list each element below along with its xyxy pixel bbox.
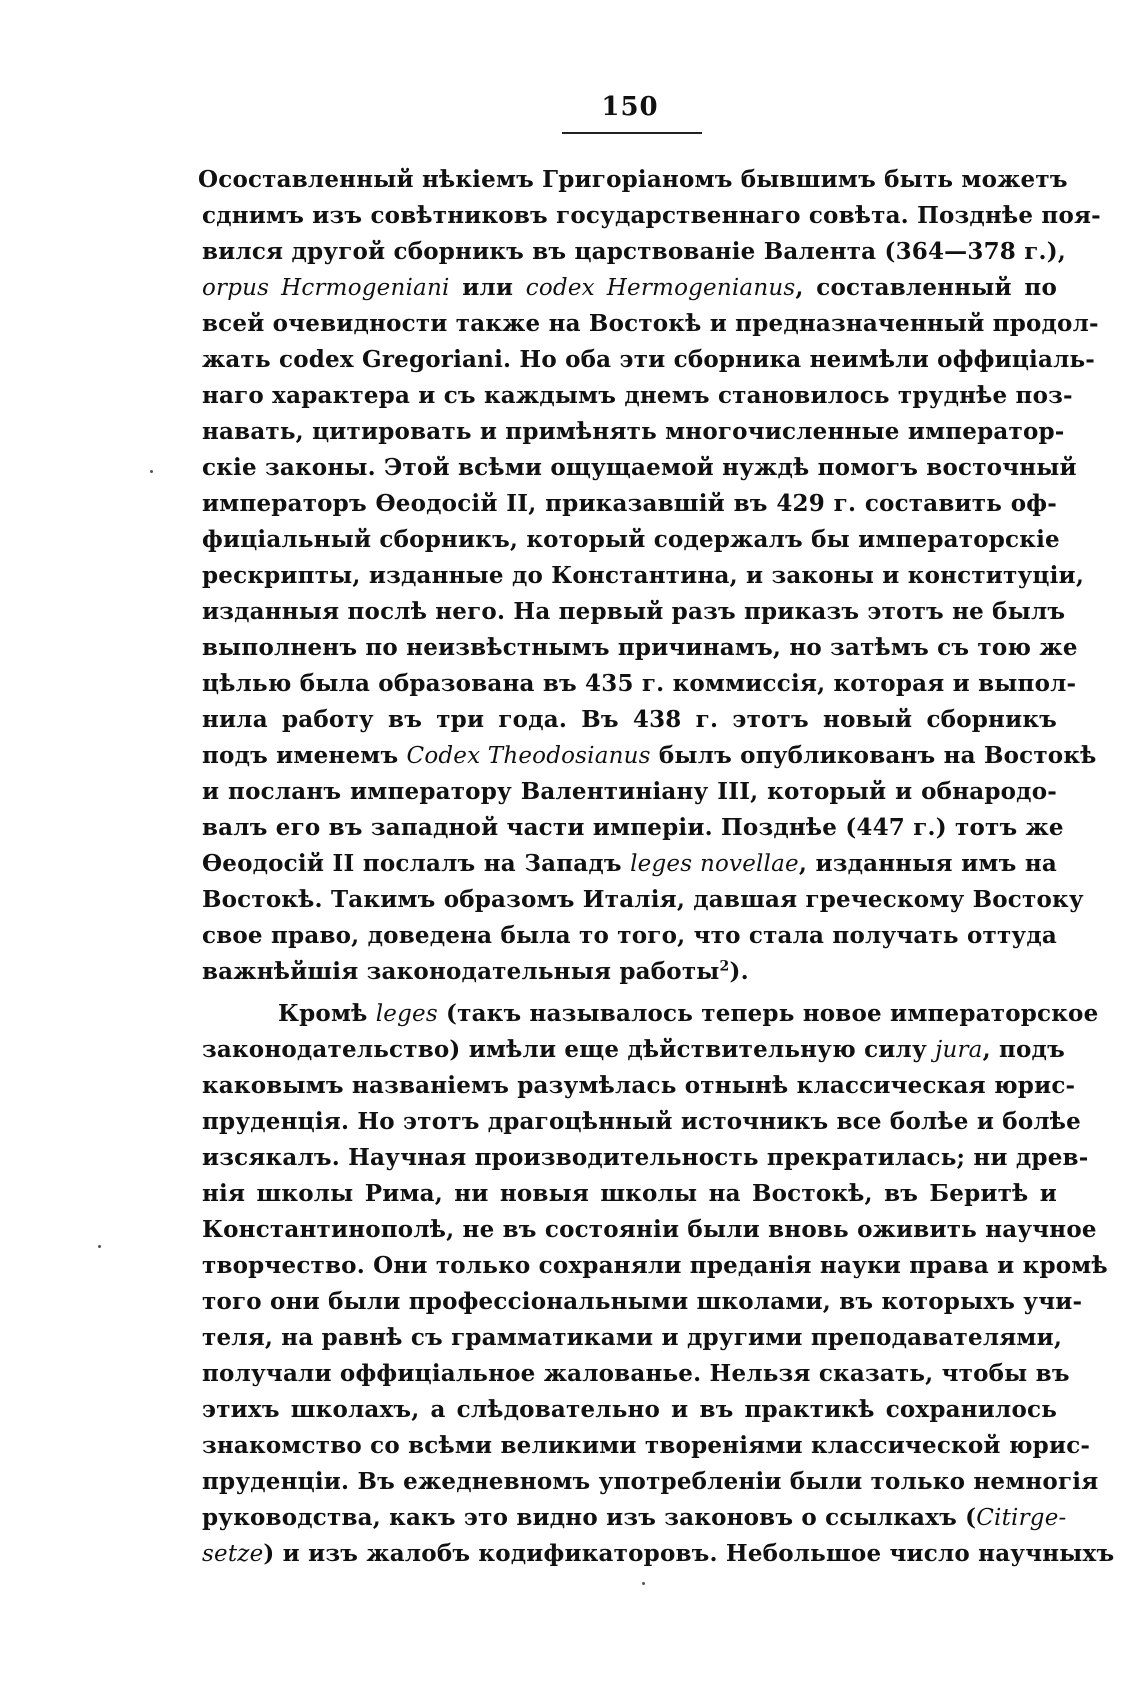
latin-term: orpus Hcrmogeniani xyxy=(202,275,450,301)
text-line: подъ именемъ Codex Theodosianus былъ опубликованъ на Востокѣ xyxy=(202,742,1097,769)
text-line: и посланъ императору Валентиніану III, который и обнародо- xyxy=(202,778,1057,805)
text-line: всей очевидности также на Востокѣ и предназначенный продол- xyxy=(202,310,1099,337)
latin-term: leges novellae xyxy=(630,851,799,877)
text-line: творчество. Они только сохраняли преданія науки права и кромѣ xyxy=(202,1252,1108,1279)
text-line: того они были профессіональными школами, въ которыхъ учи- xyxy=(202,1288,1083,1315)
text-line: важнѣйшія законодательныя работы$^2$). xyxy=(202,958,749,985)
text-line: наго характера и съ каждымъ днемъ становилось труднѣе поз- xyxy=(202,382,1073,409)
text-line: сднимъ изъ совѣтниковъ государственнаго совѣта. Позднѣе поя- xyxy=(202,202,1101,229)
text-line: пруденція. Но этотъ драгоцѣнный источникъ все болѣе и болѣе xyxy=(202,1108,1082,1135)
text-line: получали оффиціальное жалованье. Нельзя сказать, чтобы въ xyxy=(202,1360,1070,1387)
text-line: теля, на равнѣ съ грамматиками и другими преподавателями, xyxy=(202,1324,1063,1351)
page-number: 150 xyxy=(601,92,659,122)
text-line: Константинополѣ, не въ состояніи были вновь оживить научное xyxy=(202,1216,1097,1243)
paragraph-2 xyxy=(202,996,1115,1572)
latin-term: jura xyxy=(935,1037,983,1063)
latin-term: leges xyxy=(375,1001,438,1027)
text-line: валъ его въ западной части имперіи. Позднѣе (447 г.) тотъ же xyxy=(202,814,1064,841)
latin-term: Citirge- xyxy=(976,1505,1067,1531)
text-line: рескрипты, изданные до Константина, и законы и конституціи, xyxy=(202,562,1085,589)
text-line: фиціальный сборникъ, который содержалъ бы императорскіе xyxy=(202,526,1060,553)
scan-speck xyxy=(150,470,153,473)
text-line: выполненъ по неизвѣстнымъ причинамъ, но затѣмъ съ тою же xyxy=(202,634,1078,661)
footnote-marker: 2 xyxy=(719,958,730,975)
text-line: Кромѣ leges (такъ называлось теперь новое императорское xyxy=(278,1000,1099,1027)
text-line: Oсоставленный нѣкіемъ Григоріаномъ бывшимъ быть можетъ xyxy=(198,166,1068,193)
paragraph-1 xyxy=(198,162,1101,990)
text-line: навать, цитировать и примѣнять многочисленные император- xyxy=(202,418,1065,445)
text-line: знакомство со всѣми великими твореніями классической юрис- xyxy=(202,1432,1091,1459)
text-line: жать codex Gregoriani. Но оба эти сборника неимѣли оффиціаль- xyxy=(202,346,1096,373)
text-line: скіе законы. Этой всѣми ощущаемой нуждѣ помогъ восточный xyxy=(202,454,1077,481)
page-number-rule xyxy=(562,132,702,134)
latin-term: Codex Theodosianus xyxy=(406,743,651,769)
text-line: этихъ школахъ, а слѣдовательно и въ практикѣ сохранилось xyxy=(202,1396,1057,1423)
body-text xyxy=(198,162,1115,1572)
text-line: изданныя послѣ него. На первый разъ приказъ этотъ не былъ xyxy=(202,598,1066,625)
text-line: Востокѣ. Такимъ образомъ Италія, давшая греческому Востоку xyxy=(202,886,1084,913)
latin-term: codex Hermogenianus xyxy=(525,275,796,301)
text-line: изсякалъ. Научная производительность прекратилась; ни древ- xyxy=(202,1144,1089,1171)
scan-speck xyxy=(642,1582,645,1585)
text-line: свое право, доведена была то того, что стала получать оттуда xyxy=(202,922,1057,949)
text-line: императоръ Ѳеодосій II, приказавшій въ 429 г. составить оф- xyxy=(202,490,1057,517)
text-line: вился другой сборникъ въ царствованіе Валента (364—378 г.), xyxy=(202,238,1066,265)
text-line: пруденціи. Въ ежедневномъ употребленіи были только немногія xyxy=(202,1468,1099,1495)
text-line: Ѳеодосій II послалъ на Западъ leges novellae, изданныя имъ на xyxy=(202,850,1057,877)
text-line: законодательство) имѣли еще дѣйствительную силу jura, подъ xyxy=(202,1036,1065,1063)
text-line: каковымъ названіемъ разумѣлась отнынѣ классическая юрис- xyxy=(202,1072,1076,1099)
text-line: цѣлью была образована въ 435 г. коммиссія, которая и выпол- xyxy=(202,670,1077,697)
text-line: нила работу въ три года. Въ 438 г. этотъ новый сборникъ xyxy=(202,706,1057,733)
text-line: setze) и изъ жалобъ кодификаторовъ. Небольшое число научныхъ xyxy=(202,1540,1115,1567)
scan-speck xyxy=(98,1245,101,1248)
text-line: нія школы Рима, ни новыя школы на Востокѣ, въ Беритѣ и xyxy=(202,1180,1057,1207)
text-line: руководства, какъ это видно изъ законовъ о ссылкахъ (Citirge- xyxy=(202,1504,1067,1531)
text-line: orpus Hcrmogeniani или codex Hermogenianus, составленный по xyxy=(202,274,1057,301)
latin-term: setze xyxy=(202,1541,264,1567)
